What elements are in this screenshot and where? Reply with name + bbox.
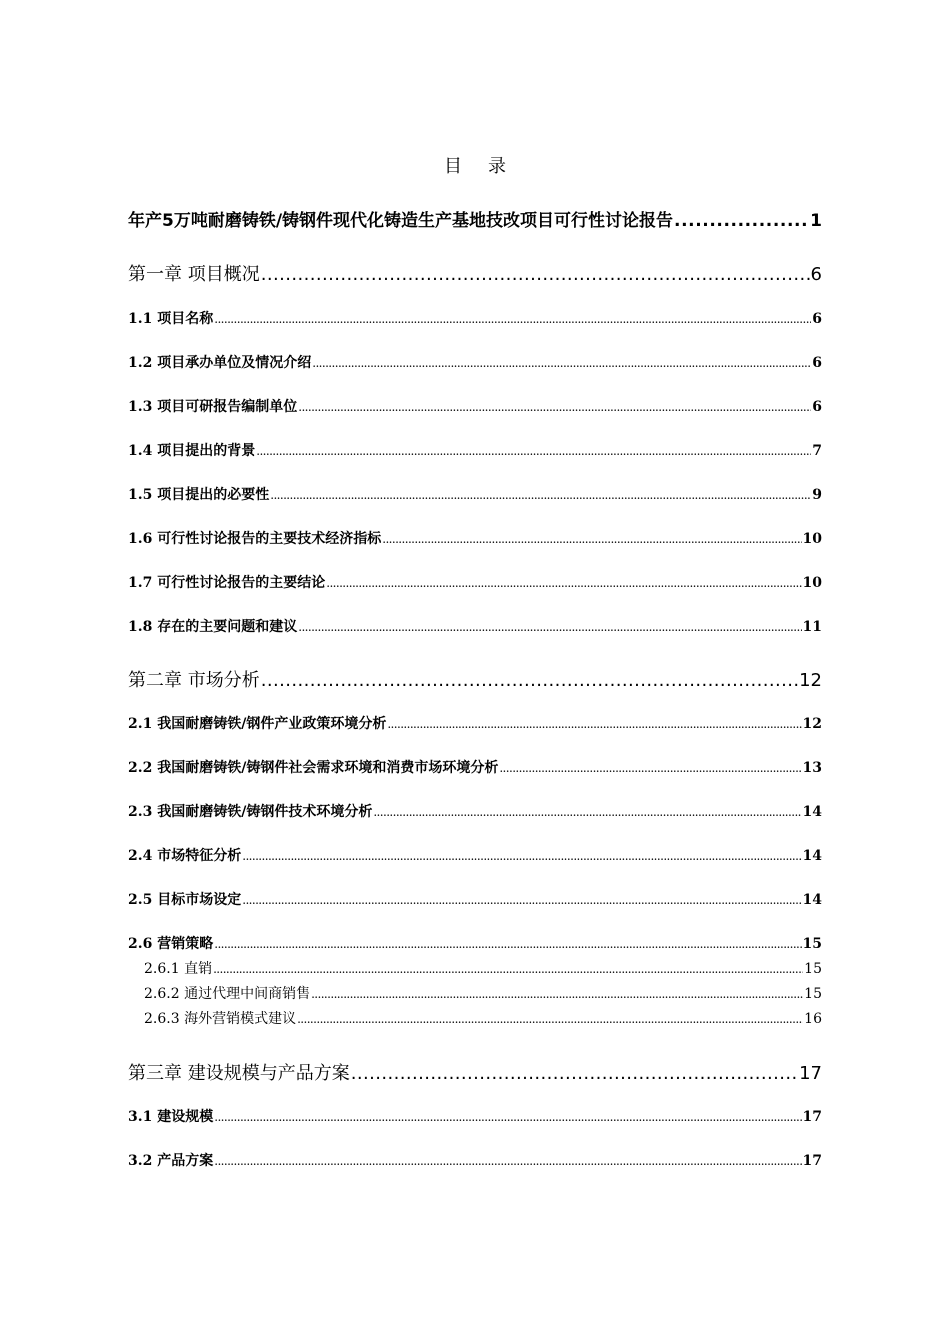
- toc-entry-1-2[interactable]: [128, 352, 822, 372]
- toc-entry-label: 1.5 项目提出的必要性: [128, 487, 270, 503]
- toc-leader: [298, 620, 801, 634]
- toc-page-number: 7: [812, 443, 822, 459]
- toc-leader: [311, 987, 803, 1001]
- toc-leader: [261, 264, 810, 285]
- toc-leader: [242, 849, 801, 863]
- toc-page-number: 13: [802, 760, 822, 776]
- toc-leader: [674, 211, 809, 231]
- toc-page-number: 14: [802, 848, 822, 864]
- toc-entry-2-2[interactable]: [128, 757, 822, 777]
- toc-entry-label: 2.6.2 通过代理中间商销售: [144, 986, 311, 1002]
- toc-leader: [214, 312, 811, 326]
- toc-entry-label: 年产5万吨耐磨铸铁/铸钢件现代化铸造生产基地技改项目可行性讨论报告: [128, 211, 674, 231]
- toc-leader: [387, 717, 801, 731]
- toc-leader: [214, 1154, 801, 1168]
- toc-entry-label: 第一章 项目概况: [128, 264, 260, 285]
- toc-entry-1-1[interactable]: [128, 308, 822, 328]
- toc-page-number: 12: [802, 716, 822, 732]
- toc-entry-label: 2.3 我国耐磨铸铁/铸钢件技术环境分析: [128, 804, 373, 820]
- toc-page-number: 17: [799, 1063, 822, 1084]
- toc-leader: [373, 805, 801, 819]
- toc-entry-1-5[interactable]: [128, 484, 822, 504]
- toc-page-number: 6: [812, 311, 822, 327]
- toc-entry-label: 1.8 存在的主要问题和建议: [128, 619, 298, 635]
- toc-leader: [326, 576, 801, 590]
- toc-page-number: 6: [810, 264, 822, 285]
- toc-page-number: 9: [812, 487, 822, 503]
- toc-page-number: 11: [802, 619, 822, 635]
- toc-page-number: 15: [802, 936, 822, 952]
- toc-entry-3-1[interactable]: [128, 1106, 822, 1126]
- toc-page-number: 15: [804, 961, 822, 977]
- toc-entry-label: 第二章 市场分析: [128, 670, 260, 691]
- toc-page-number: 17: [802, 1153, 822, 1169]
- toc-entry-label: 1.7 可行性讨论报告的主要结论: [128, 575, 326, 591]
- toc-page-number: 14: [802, 892, 822, 908]
- toc-page-number: 15: [804, 986, 822, 1002]
- toc-leader: [297, 1012, 803, 1026]
- toc-entry-1-8[interactable]: [128, 616, 822, 636]
- toc-page-number: 14: [802, 804, 822, 820]
- toc-leader: [256, 444, 811, 458]
- toc-entry-label: 2.6.3 海外营销模式建议: [144, 1011, 297, 1027]
- toc-page-number: 10: [802, 531, 822, 547]
- toc-leader: [351, 1063, 798, 1084]
- toc-page-number: 12: [799, 670, 822, 691]
- toc-leader: [213, 962, 803, 976]
- toc-entry-3-2[interactable]: [128, 1150, 822, 1170]
- toc-entry-chapter-1[interactable]: [128, 260, 822, 286]
- toc-entry-chapter-2[interactable]: [128, 666, 822, 692]
- toc-entry-label: 2.1 我国耐磨铸铁/钢件产业政策环境分析: [128, 716, 387, 732]
- toc-leader: [214, 1110, 801, 1124]
- toc-entry-label: 2.5 目标市场设定: [128, 892, 242, 908]
- toc-page-number: 10: [802, 575, 822, 591]
- toc-entry-label: 1.6 可行性讨论报告的主要技术经济指标: [128, 531, 382, 547]
- toc-entry-2-6-2[interactable]: [144, 983, 822, 1003]
- toc-entry-label: 1.2 项目承办单位及情况介绍: [128, 355, 312, 371]
- toc-entry-1-3[interactable]: [128, 396, 822, 416]
- toc-entry-2-4[interactable]: [128, 845, 822, 865]
- toc-entry-label: 1.1 项目名称: [128, 311, 214, 327]
- toc-entry-report-title[interactable]: [128, 206, 822, 231]
- toc-page-number: 16: [804, 1011, 822, 1027]
- toc-entry-label: 第三章 建设规模与产品方案: [128, 1063, 350, 1084]
- toc-entry-label: 1.4 项目提出的背景: [128, 443, 256, 459]
- toc-leader: [298, 400, 811, 414]
- toc-entry-chapter-3[interactable]: [128, 1059, 822, 1085]
- toc-title: 目录: [444, 156, 532, 177]
- toc-page-number: 17: [802, 1109, 822, 1125]
- toc-entry-label: 2.6.1 直销: [144, 961, 213, 977]
- toc-entry-1-4[interactable]: [128, 440, 822, 460]
- toc-entry-label: 2.4 市场特征分析: [128, 848, 242, 864]
- toc-entry-2-6-1[interactable]: [144, 958, 822, 978]
- toc-entry-1-7[interactable]: [128, 572, 822, 592]
- toc-entry-label: 3.1 建设规模: [128, 1109, 214, 1125]
- toc-entry-2-6-3[interactable]: [144, 1008, 822, 1028]
- toc-leader: [270, 488, 811, 502]
- toc-entry-2-3[interactable]: [128, 801, 822, 821]
- toc-entry-label: 2.2 我国耐磨铸铁/铸钢件社会需求环境和消费市场环境分析: [128, 760, 499, 776]
- toc-page-number: 6: [812, 399, 822, 415]
- toc-entry-label: 3.2 产品方案: [128, 1153, 214, 1169]
- toc-entry-2-1[interactable]: [128, 713, 822, 733]
- toc-leader: [312, 356, 811, 370]
- toc-entry-label: 1.3 项目可研报告编制单位: [128, 399, 298, 415]
- toc-entry-1-6[interactable]: [128, 528, 822, 548]
- toc-page-number: 6: [812, 355, 822, 371]
- toc-leader: [261, 670, 798, 691]
- toc-leader: [499, 761, 801, 775]
- toc-page-number: 1: [810, 211, 822, 231]
- toc-leader: [242, 893, 801, 907]
- toc-entry-label: 2.6 营销策略: [128, 936, 214, 952]
- toc-leader: [214, 937, 801, 951]
- toc-entry-2-6[interactable]: [128, 933, 822, 953]
- toc-leader: [382, 532, 801, 546]
- toc-entry-2-5[interactable]: [128, 889, 822, 909]
